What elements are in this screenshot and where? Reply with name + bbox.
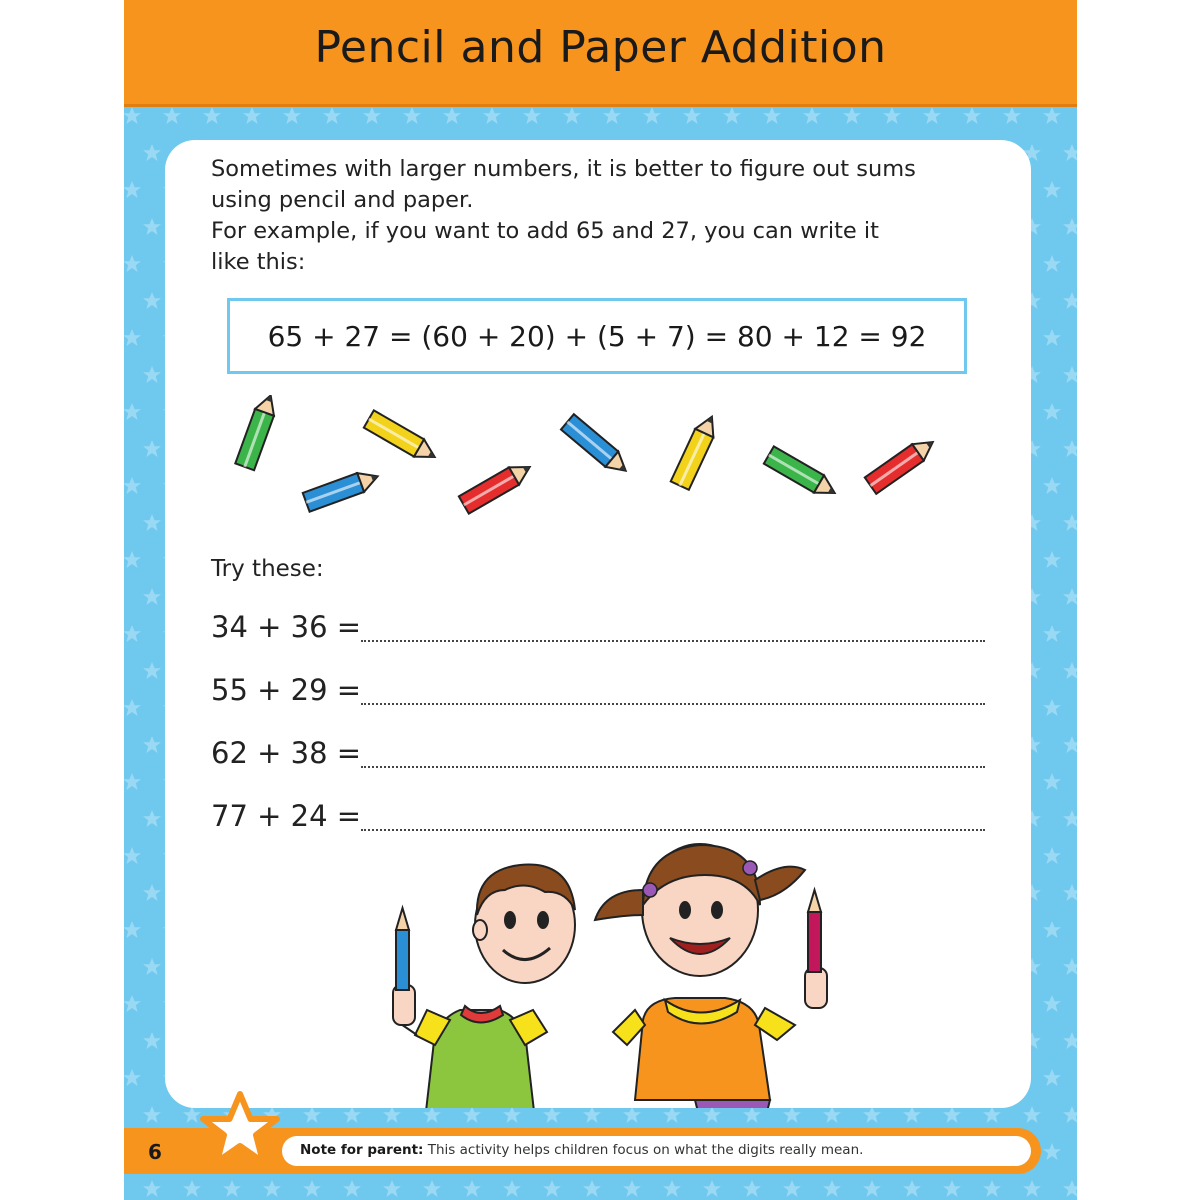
pencil-icon <box>235 395 280 470</box>
problem-expression: 77 + 24 = <box>211 799 362 833</box>
pencil-icon <box>764 446 840 501</box>
pencil-icon <box>865 434 939 494</box>
pencil-illustration-row <box>165 395 1031 535</box>
pencil-icon <box>561 414 632 478</box>
answer-line[interactable] <box>361 766 985 768</box>
parent-note <box>300 1142 863 1158</box>
children-illustration <box>165 820 1031 1108</box>
pencil-icon <box>459 458 535 513</box>
pencil-icon <box>671 413 721 490</box>
problem-expression: 62 + 38 = <box>211 736 362 770</box>
boy-figure <box>393 865 575 1108</box>
practice-problem-3 <box>211 736 991 776</box>
problem-expression: 34 + 36 = <box>211 610 362 644</box>
answer-line[interactable] <box>361 640 985 642</box>
workbook-page <box>124 0 1077 1200</box>
parent-note-text: This activity helps children focus on what the digits really mean. <box>427 1142 864 1158</box>
parent-note-label: Note for parent: <box>300 1142 424 1158</box>
problem-expression: 55 + 29 = <box>211 673 362 707</box>
practice-problem-1 <box>211 610 991 650</box>
girl-figure <box>595 844 827 1108</box>
intro-line-4: like this: <box>211 249 306 275</box>
page-number: 6 <box>148 1140 162 1164</box>
practice-prompt: Try these: <box>211 556 324 582</box>
content-card <box>165 140 1031 1108</box>
pencil-icon <box>364 410 440 465</box>
page-title: Pencil and Paper Addition <box>314 22 887 73</box>
example-equation: 65 + 27 = (60 + 20) + (5 + 7) = 80 + 12 = 92 <box>267 319 927 353</box>
intro-text <box>211 154 991 278</box>
practice-problem-2 <box>211 673 991 713</box>
page-header <box>124 0 1077 107</box>
pencil-icon <box>303 467 381 512</box>
intro-line-2: using pencil and paper. <box>211 187 474 213</box>
parent-note-box <box>282 1136 1031 1166</box>
answer-line[interactable] <box>361 703 985 705</box>
intro-line-1: Sometimes with larger numbers, it is better to figure out sums <box>211 156 916 182</box>
example-equation-box <box>227 298 967 374</box>
intro-line-3: For example, if you want to add 65 and 27, you can write it <box>211 218 880 244</box>
star-icon <box>200 1090 280 1170</box>
